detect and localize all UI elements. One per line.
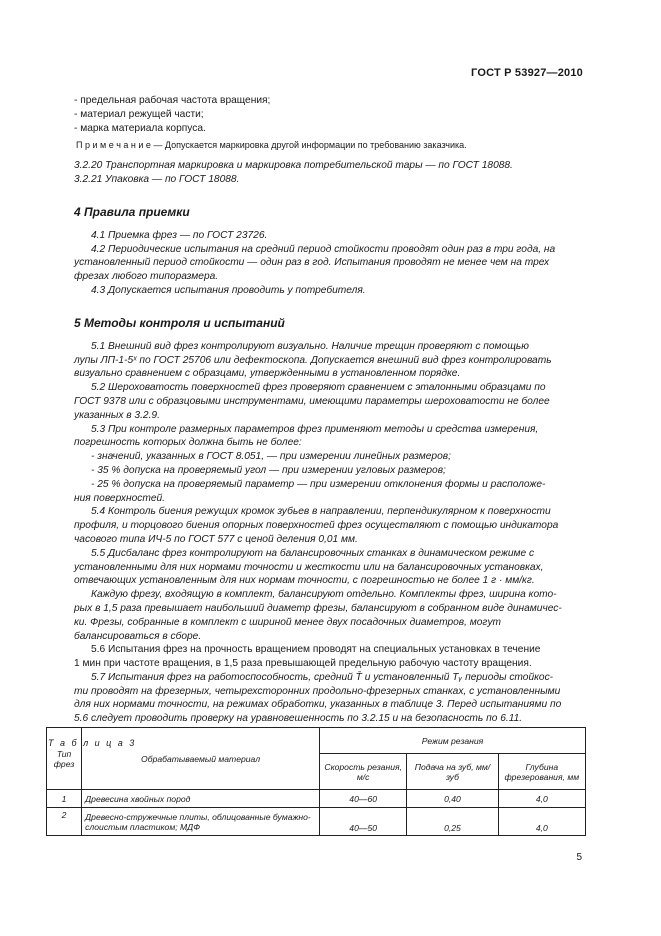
list-item: - марка материала корпуса. <box>74 122 206 134</box>
cell-type: 2 <box>47 808 82 836</box>
page-number: 5 <box>576 852 582 863</box>
clause-line: ния поверхностей. <box>74 492 166 504</box>
cell-speed: 40—60 <box>320 790 407 808</box>
clause-line: 5.1 Внешний вид фрез контролируют визуально. Наличие трещин проверяют с помощью <box>91 340 529 352</box>
table-caption: Т а б л и ц а 3 <box>48 738 137 749</box>
clause-line: 4.1 Приемка фрез — по ГОСТ 23726. <box>91 229 268 241</box>
clause-line: лупы ЛП-1-5ˣ по ГОСТ 25706 или дефектоскопа. Допускается внешний вид фрез контролировать <box>74 354 552 366</box>
list-item: - материал режущей части; <box>74 108 204 120</box>
clause-line: 5.4 Контроль биения режущих кромок зубьев в направлении, перпендикулярном к поверхности <box>91 506 551 518</box>
list-item: - предельная рабочая частота вращения; <box>74 95 271 106</box>
clause-line: 5.6 Испытания фрез на прочность вращением проводят на специальных установках в течение <box>91 644 541 656</box>
clause-line: 5.3 При контроле размерных параметров фрез применяют методы и средства измерения, <box>91 423 539 435</box>
clause-line: 5.7 Испытания фрез на работоспособность, средний T̄ и установленный Tᵧ периоды стойкос- <box>91 671 554 683</box>
clause-line: - значений, указанных в ГОСТ 8.051, — при измерении линейных размеров; <box>91 451 451 463</box>
cell-depth: 4,0 <box>498 790 585 808</box>
clause-line: погрешность которых должна быть не более: <box>74 437 302 449</box>
cell-material: Древесина хвойных пород <box>82 790 320 808</box>
cell-feed: 0,40 <box>407 790 498 808</box>
clause-line: - 35 % допуска на проверяемый угол — при измерении угловых размеров; <box>91 464 446 476</box>
clause-line: 4.3 Допускается испытания проводить у потребителя. <box>91 284 366 296</box>
clause-line: часового типа ИЧ-5 по ГОСТ 577 с ценой деления 0,01 мм. <box>74 533 358 545</box>
clause-3-2-20: 3.2.20 Транспортная маркировка и маркировка потребительской тары — по ГОСТ 18088. <box>74 160 513 172</box>
cell-type: 1 <box>47 790 82 808</box>
clause-line: указанных в 3.2.9. <box>74 409 160 421</box>
section-5-body <box>74 340 584 726</box>
clause-line: 1 мин при частоте вращения, в 1,5 раза превышающей предельную рабочую частоту вращения. <box>74 658 532 670</box>
page-content <box>48 94 584 749</box>
clause-line: 5.2 Шероховатость поверхностей фрез проверяют сравнением с эталонными образцами по <box>91 382 546 394</box>
clause-line: ГОСТ 9378 или с образцовыми инструментами, имеющими параметры шероховатости не более <box>74 395 550 407</box>
clause-line: фрезах любого типоразмера. <box>74 271 219 283</box>
header-mode: Режим резания <box>320 728 586 754</box>
clause-line: Каждую фрезу, входящую в комплект, балансируют отдельно. Комплекты фрез, ширина кото- <box>91 589 557 601</box>
table-row <box>47 808 586 836</box>
header-speed: Скорость резания, м/с <box>320 754 407 790</box>
clause-line: установленный период стойкости — один раз в год. Испытания проводят не менее чем на трех <box>74 257 550 269</box>
header-depth: Глубина фрезерования, мм <box>498 754 585 790</box>
clause-line: 5.5 Дисбаланс фрез контролируют на балансировочных станках в динамическом режиме с <box>91 547 535 559</box>
note-text: П р и м е ч а н и е — Допускается маркировка другой информации по требованию заказчика. <box>76 140 467 151</box>
table-3 <box>46 727 586 836</box>
clause-line: ти проводят на фрезерных, четырехсторонних продольно-фрезерных станках, с установленными <box>74 685 561 697</box>
clause-line: установленными для них нормами точности и жесткости или на балансировочных установках, <box>74 561 544 573</box>
cell-material: Древесно-стружечные плиты, облицованные бумажно-слоистым пластиком; МДФ <box>82 808 320 836</box>
header-material: Обрабатываемый материал <box>82 728 320 790</box>
clause-line: 5.6 следует проводить проверку на уравновешенность по 3.2.15 и на безопасность по 6.11. <box>74 713 523 725</box>
section-5-title: 5 Методы контроля и испытаний <box>74 315 285 330</box>
standard-code-header: ГОСТ Р 53927—2010 <box>471 67 583 79</box>
clause-line: отвечающих установленным для них нормам точности, с погрешностью не более 1 г · мм/кг. <box>74 575 535 587</box>
cell-feed: 0,25 <box>407 808 498 836</box>
clause-3-2-21: 3.2.21 Упаковка — по ГОСТ 18088. <box>74 173 240 185</box>
clause-line: балансироваться в сборе. <box>74 630 202 642</box>
clause-line: ки. Фрезы, собранные в комплект с шириной менее двух посадочных диаметров, могут <box>74 616 502 628</box>
table-row <box>47 790 586 808</box>
header-type: Тип фрез <box>47 728 82 790</box>
clause-line: визуально сравнением с образцами, утвержденными в установленном порядке. <box>74 368 461 380</box>
cell-depth: 4,0 <box>498 808 585 836</box>
header-feed: Подача на зуб, мм/зуб <box>407 754 498 790</box>
clause-line: - 25 % допуска на проверяемый параметр — при измерении отклонения формы и расположе- <box>91 478 546 490</box>
section-4-title: 4 Правила приемки <box>74 204 190 219</box>
clause-line: профиля, и торцового биения опорных поверхностей фрез осуществляют с помощью индикатора <box>74 520 559 532</box>
clause-line: для них нормами точности, на режимах обработки, указанных в таблице 3. Перед испытаниями по <box>74 699 562 711</box>
cell-speed: 40—50 <box>320 808 407 836</box>
clause-line: рых в 1,5 раза превышает наибольший диаметр фрезы, балансируют в собранном виде динамичес- <box>74 602 562 614</box>
clause-line: 4.2 Периодические испытания на средний период стойкости проводят один раз в три года, на <box>91 243 556 255</box>
